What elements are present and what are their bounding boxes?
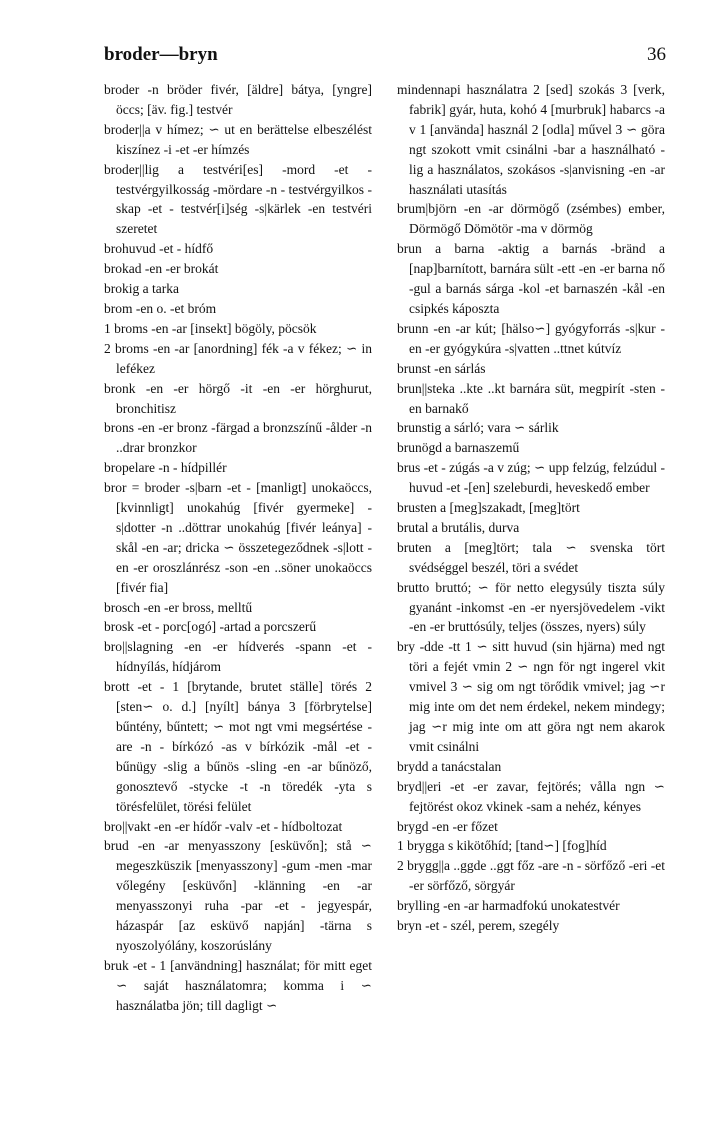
dictionary-entry: bryd||eri -et -er zavar, fejtörés; vålla ngn ∽ fejtörést okoz vkinek -sam a nehéz, kényes [397, 778, 665, 814]
dictionary-entry: brun a barna -aktig a barnás -bränd a [nap]barnított, barnára sült -ett -en -er barna nő -gul a barnás sárga -kol -et barnaszén -kål -en csipkés káposzta [397, 241, 665, 316]
dictionary-entry: mindennapi használatra 2 [sed] szokás 3 [verk, fabrik] gyár, huta, kohó 4 [murbruk] habarcs -a v 1 [använda] használ 2 [odla] művel 3 ∽ göra ngt szokott vmit csinálni -bar a használható -lig a használatos, szokásos -s|anvisning -en -ar használati utasítás [397, 82, 665, 197]
dictionary-entry: 2 broms -en -ar [anordning] fék -a v fékez; ∽ in lefékez [104, 340, 372, 376]
dictionary-entry: 2 brygg||a ..ggde ..ggt főz -are -n - sörfőző -eri -et -er sörfőző, sörgyár [397, 858, 665, 894]
dictionary-entry: brunstig a sárló; vara ∽ sárlik [397, 420, 559, 436]
dictionary-entry: brosch -en -er bross, melltű [104, 599, 253, 615]
dictionary-entry: bror = broder -s|barn -et - [manligt] unokaöccs, [kvinnligt] unokahúg [fivér gyermeke] -s|dotter -n ..döttrar unokahúg [fivér leánya] -skål -en -ar; dricka ∽ összetegeződnek -s|lott -en -er oroszlánrész -son -en ..söner unokaöccs [fivér fia] [104, 480, 372, 595]
dictionary-entry: brylling -en -ar harmadfokú unokatestvér [397, 898, 620, 914]
running-header [104, 44, 666, 70]
dictionary-entry: brokig a tarka [104, 281, 179, 297]
dictionary-entry: brunst -en sárlás [397, 360, 486, 376]
dictionary-entry: broder -n bröder fivér, [äldre] bátya, [yngre] öccs; [äv. fig.] testvér [104, 82, 372, 117]
dictionary-entry: bruk -et - 1 [användning] használat; för mitt eget ∽ saját használatomra; komma i ∽ használatba jön; till dagligt ∽ [104, 957, 372, 1013]
dictionary-entry: bry -dde -tt 1 ∽ sitt huvud (sin hjärna) med ngt töri a fejét vmin 2 ∽ ngn för ngt ingerel vkit vmivel 3 ∽ sig om ngt törődik vmivel; jag ∽r mig inte om det nem érdekel, nekem mindegy; jag ∽r mig inte om att göra ngt nem akarok vmit csinálni [397, 639, 665, 754]
dictionary-entry: bruten a [meg]tört; tala ∽ svenska tört svédséggel beszél, töri a svédet [397, 539, 665, 575]
dictionary-entry: brohuvud -et - hídfő [104, 241, 214, 257]
dictionary-entry: bro||slagning -en -er hídverés -spann -et - hídnyílás, hídjárom [104, 639, 372, 675]
dictionary-entry: brutto bruttó; ∽ för netto elegysúly tiszta súly gyanánt -inkomst -en -er nyersjövedelem -vikt -en -er bruttósúly, teljes (összes, nyers) súly [397, 579, 665, 635]
dictionary-entry: brunögd a barnaszemű [397, 440, 520, 456]
dictionary-entry: brus -et - zúgás -a v zúg; ∽ upp felzúg, felzúdul -huvud -et -[en] szeleburdi, heveskedő ember [397, 460, 665, 496]
dictionary-entry: brutal a brutális, durva [397, 519, 520, 535]
dictionary-entry: brons -en -er bronz -färgad a bronzszínű -ålder -n ..drar bronzkor [104, 420, 372, 456]
dictionary-entry: brygd -en -er főzet [397, 818, 498, 834]
dictionary-entry: broder||lig a testvéri[es] -mord -et - testvérgyilkosság -mördare -n - testvérgyilkos -skap -et - testvér[i]ség -s|kärlek -en testvéri szeretet [104, 161, 372, 237]
dictionary-entry: bronk -en -er hörgő -it -en -er hörghurut, bronchitisz [104, 380, 372, 416]
dictionary-entry: 1 brygga s kikötőhíd; [tand∽] [fog]híd [397, 838, 607, 854]
dictionary-entry: brokad -en -er brokát [104, 261, 219, 277]
dictionary-entry: brosk -et - porc[ogó] -artad a porcszerű [104, 619, 317, 635]
page-number: 36 [647, 44, 666, 65]
dictionary-entry: brott -et - 1 [brytande, brutet ställe] törés 2 [sten∽ o. d.] [nyílt] bánya 3 [förbrytelse] bűntény, bűntett; ∽ mot ngt vmi megsértése -are -n - bírkózó -as v bírkózik -mål -et - bűnügy -slig a bűnös -sling -en -ar bűnöző, gonosztevő -stycke -t -n töredék -yta s törésfelület, törési felület [104, 679, 372, 814]
dictionary-entry: brum|björn -en -ar dörmögő (zsémbes) ember, Dörmögő Dömötör -ma v dörmög [397, 201, 665, 237]
dictionary-entry: bro||vakt -en -er hídőr -valv -et - hídboltozat [104, 818, 343, 834]
left-column [104, 80, 372, 1016]
dictionary-entry: brunn -en -ar kút; [hälso∽] gyógyforrás -s|kur -en -er gyógykúra -s|vatten ..ttnet kútvíz [397, 320, 665, 356]
dictionary-entry: 1 broms -en -ar [insekt] bögöly, pöcsök [104, 320, 317, 336]
dictionary-entry: brusten a [meg]szakadt, [meg]tört [397, 500, 580, 516]
right-column [397, 80, 665, 936]
dictionary-entry: brud -en -ar menyasszony [esküvőn]; stå ∽ megeszküszik [menyasszony] -gum -men -mar vőlegény [esküvőn] -klänning -en -ar menyasszonyi ruha -par -et - jegyespár, házaspár [az esküvő napján] -tärna s nyoszolyólány, koszorúslány [104, 838, 372, 953]
dictionary-entry: brydd a tanácstalan [397, 758, 502, 774]
dictionary-entry: bropelare -n - hídpillér [104, 460, 227, 476]
dictionary-entry: bryn -et - szél, perem, szegély [397, 918, 560, 934]
dictionary-entry: brun||steka ..kte ..kt barnára süt, megpirít -sten -en barnakő [397, 380, 665, 416]
dictionary-entry: brom -en o. -et bróm [104, 300, 217, 316]
headword-range: broder—bryn [104, 44, 218, 65]
dictionary-entry: broder||a v hímez; ∽ ut en berättelse elbeszélést kiszínez -i -et -er hímzés [104, 121, 372, 157]
